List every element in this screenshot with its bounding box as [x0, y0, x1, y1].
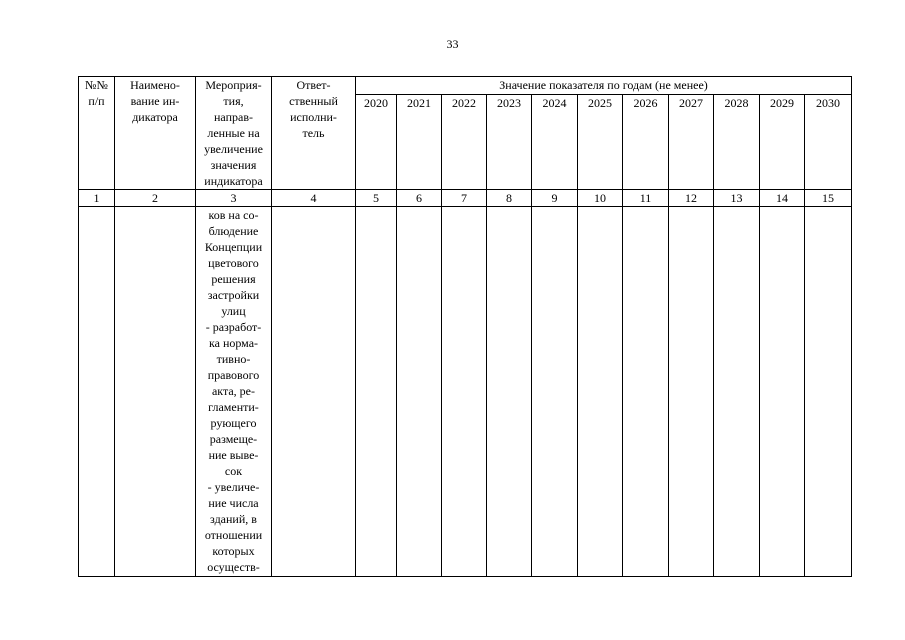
- year-header: 2024: [532, 94, 578, 189]
- column-number: 15: [805, 190, 852, 207]
- cell-year-value: [714, 207, 760, 577]
- year-header: 2026: [623, 94, 669, 189]
- cell-year-value: [669, 207, 714, 577]
- column-number-row: [79, 190, 852, 207]
- column-number: 7: [442, 190, 487, 207]
- column-number: 4: [272, 190, 356, 207]
- column-number: 10: [578, 190, 623, 207]
- cell-year-value: [487, 207, 532, 577]
- year-header: 2023: [487, 94, 532, 189]
- column-number: 9: [532, 190, 578, 207]
- column-number: 14: [760, 190, 805, 207]
- cell-year-value: [578, 207, 623, 577]
- year-header: 2029: [760, 94, 805, 189]
- table-row: [79, 207, 852, 577]
- cell-year-value: [623, 207, 669, 577]
- cell-year-value: [442, 207, 487, 577]
- year-header: 2021: [397, 94, 442, 189]
- header-responsible: Ответ- ственный исполни- тель: [272, 77, 356, 190]
- year-header: 2027: [669, 94, 714, 189]
- cell-year-value: [397, 207, 442, 577]
- cell-number: [79, 207, 115, 577]
- column-number: 3: [196, 190, 272, 207]
- header-row: [79, 77, 852, 95]
- header-years-group: Значение показателя по годам (не менее): [356, 77, 852, 95]
- column-number: 1: [79, 190, 115, 207]
- year-header: 2028: [714, 94, 760, 189]
- header-indicator-name: Наимено- вание ин- дикатора: [115, 77, 196, 190]
- year-header: 2025: [578, 94, 623, 189]
- indicator-table: [78, 76, 852, 577]
- page-number: 33: [446, 37, 459, 51]
- cell-responsible: [272, 207, 356, 577]
- column-number: 6: [397, 190, 442, 207]
- year-header: 2022: [442, 94, 487, 189]
- cell-indicator-name: [115, 207, 196, 577]
- year-header: 2030: [805, 94, 852, 189]
- cell-year-value: [532, 207, 578, 577]
- column-number: 13: [714, 190, 760, 207]
- column-number: 11: [623, 190, 669, 207]
- header-number: №№ п/п: [79, 77, 115, 190]
- cell-year-value: [760, 207, 805, 577]
- cell-year-value: [805, 207, 852, 577]
- column-number: 12: [669, 190, 714, 207]
- cell-year-value: [356, 207, 397, 577]
- header-measures: Мероприя- тия, направ- ленные на увеличение значения индикатора: [196, 77, 272, 190]
- column-number: 2: [115, 190, 196, 207]
- column-number: 5: [356, 190, 397, 207]
- year-header: 2020: [356, 94, 397, 189]
- column-number: 8: [487, 190, 532, 207]
- cell-measures: ков на со- блюдение Концепции цветового решения застройки улиц - разработ- ка норма- тивно- правового акта, ре- гламенти- рующего размеще- ние выве- сок - увеличе- ние числа зданий, в отношении которых осуществ-: [196, 207, 272, 577]
